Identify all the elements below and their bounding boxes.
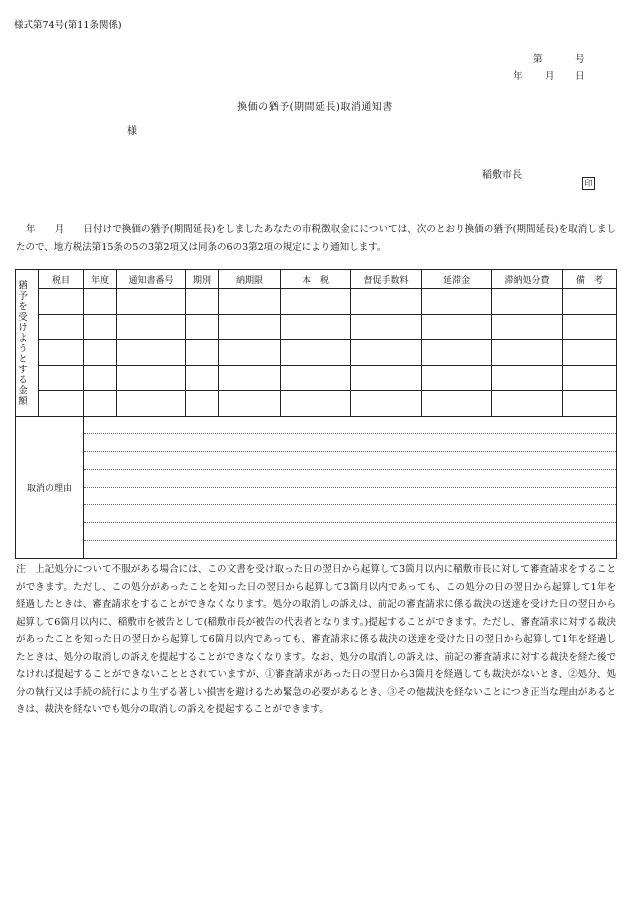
document-title: 換価の猶予(期間延長)取消通知書 — [237, 102, 393, 113]
side-label-cell — [16, 270, 39, 417]
header-cell: 通知書番号 — [117, 270, 186, 289]
table-row — [16, 340, 617, 366]
issuer-name: 稲敷市長 — [482, 170, 522, 181]
seal-stamp: 印 — [582, 177, 595, 190]
body-text: 年 月 日付けで換価の猶予(期間延長)をしましたあなたの市税徴収金にについては、次のとおり換価の猶予(期間延長)を取消しましたので、地方税法第15条の5の3第2項又は同条の6の3第2項の規定により通知します。 — [16, 224, 616, 253]
header-cell: 本 税 — [281, 270, 351, 289]
addressee-suffix: 様 — [127, 126, 137, 137]
side-label: 猶予を受けようとする金額 — [16, 279, 27, 406]
header-cell: 納期限 — [219, 270, 281, 289]
reason-label: 取消の理由 — [16, 416, 84, 558]
header-cell: 督促手数料 — [351, 270, 422, 289]
header-cell: 備 考 — [563, 270, 617, 289]
amount-table — [15, 269, 617, 559]
header-cell: 期別 — [186, 270, 219, 289]
reason-field[interactable] — [84, 416, 617, 558]
form-label: 様式第74号(第11条関係) — [14, 20, 122, 31]
header-cell: 税目 — [39, 270, 84, 289]
header-cell: 年度 — [84, 270, 117, 289]
date-month: 月 — [545, 71, 555, 82]
header-cell: 滞納処分費 — [492, 270, 563, 289]
table-row — [16, 365, 617, 391]
table-row — [16, 289, 617, 315]
table-row — [16, 391, 617, 417]
header-cell: 延滞金 — [422, 270, 492, 289]
date-year: 年 — [513, 71, 523, 82]
appeal-note: 注 上記処分について不服がある場合には、この文書を受け取った日の翌日から起算して3箇月以内に稲敷市長に対して審査請求をすることができます。ただし、この処分があったことを知った日の翌日から起算して3箇月以内であっても、この処分の日の翌日から起算して1年を経過したときは、審査請求をすることができなくなります。処分の取消しの訴えは、前記の審査請求に係る裁決の送達を受けた日の翌日から起算して6箇月以内に、稲敷市を被告として(稲敷市長が被告の代表者となります。)提起することができます。ただし、審査請求に対する裁決があったことを知った日の翌日から起算して6箇月以内であっても、審査請求に係る裁決の送達を受けた日の翌日から起算して1年を経過したときは、処分の取消しの訴えを提起することができなくなります。なお、処分の取消しの訴えは、前記の審査請求に対する裁決を経た後でなければ提起することができないこととされていますが、①審査請求があった日の翌日から3箇月を経過しても裁決がないとき、②処分、処分の執行又は手続の続行により生ずる著しい損害を避けるため緊急の必要があるとき、③その他裁決を経ないことにつき正当な理由があるときは、裁決を経ないでも処分の取消しの訴えを提起することができます。 — [16, 564, 616, 715]
doc-number-dai: 第 — [533, 54, 543, 65]
date-day: 日 — [575, 71, 585, 82]
doc-number-go: 号 — [575, 54, 585, 65]
table-row — [16, 314, 617, 340]
